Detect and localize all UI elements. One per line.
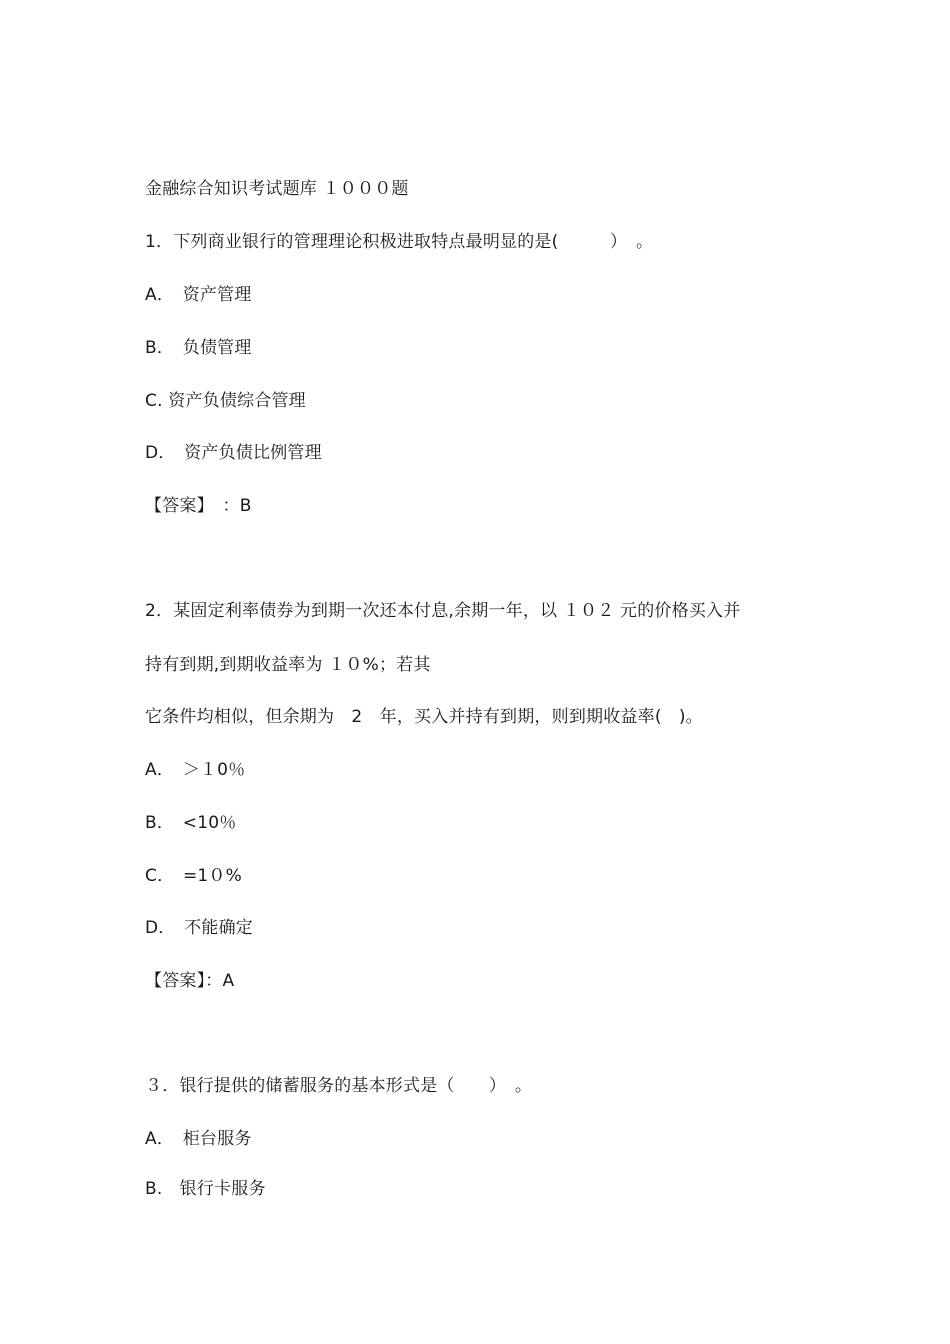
document-title: 金融综合知识考试题库 １０００题 [145,179,409,199]
question-1-option-d: D． 资产负债比例管理 [145,443,322,463]
question-3-option-b: B. 银行卡服务 [145,1179,266,1199]
question-2-stem-line-3: 它条件均相似，但余期为 2 年，买入并持有到期，则到期收益率( )。 [145,707,703,727]
question-2-option-a: A． ＞１0％ [145,760,246,780]
question-1-option-a: A． 资产管理 [145,285,252,305]
question-2-answer: 【答案】：A [145,971,235,991]
question-2-option-d: D． 不能确定 [145,918,253,938]
question-2-stem-line-1: 2．某固定利率债券为到期一次还本付息,余期一年，以 １０２ 元的价格买入并 [145,601,741,621]
question-3-option-a: A． 柜台服务 [145,1129,252,1149]
question-1-answer: 【答案】 ：B [145,496,252,516]
question-3-stem: ３．银行提供的储蓄服务的基本形式是（ ） 。 [145,1076,533,1096]
question-2-option-c: C． =1０% [145,866,242,886]
question-2-option-b: B． <10％ [145,813,237,833]
question-1-option-b: B． 负债管理 [145,338,252,358]
question-1-stem: 1．下列商业银行的管理理论积极进取特点最明显的是( ） 。 [145,232,654,252]
question-1-option-c: C. 资产负债综合管理 [145,391,306,411]
question-2-stem-line-2: 持有到期,到期收益率为 １０%；若其 [145,655,431,675]
